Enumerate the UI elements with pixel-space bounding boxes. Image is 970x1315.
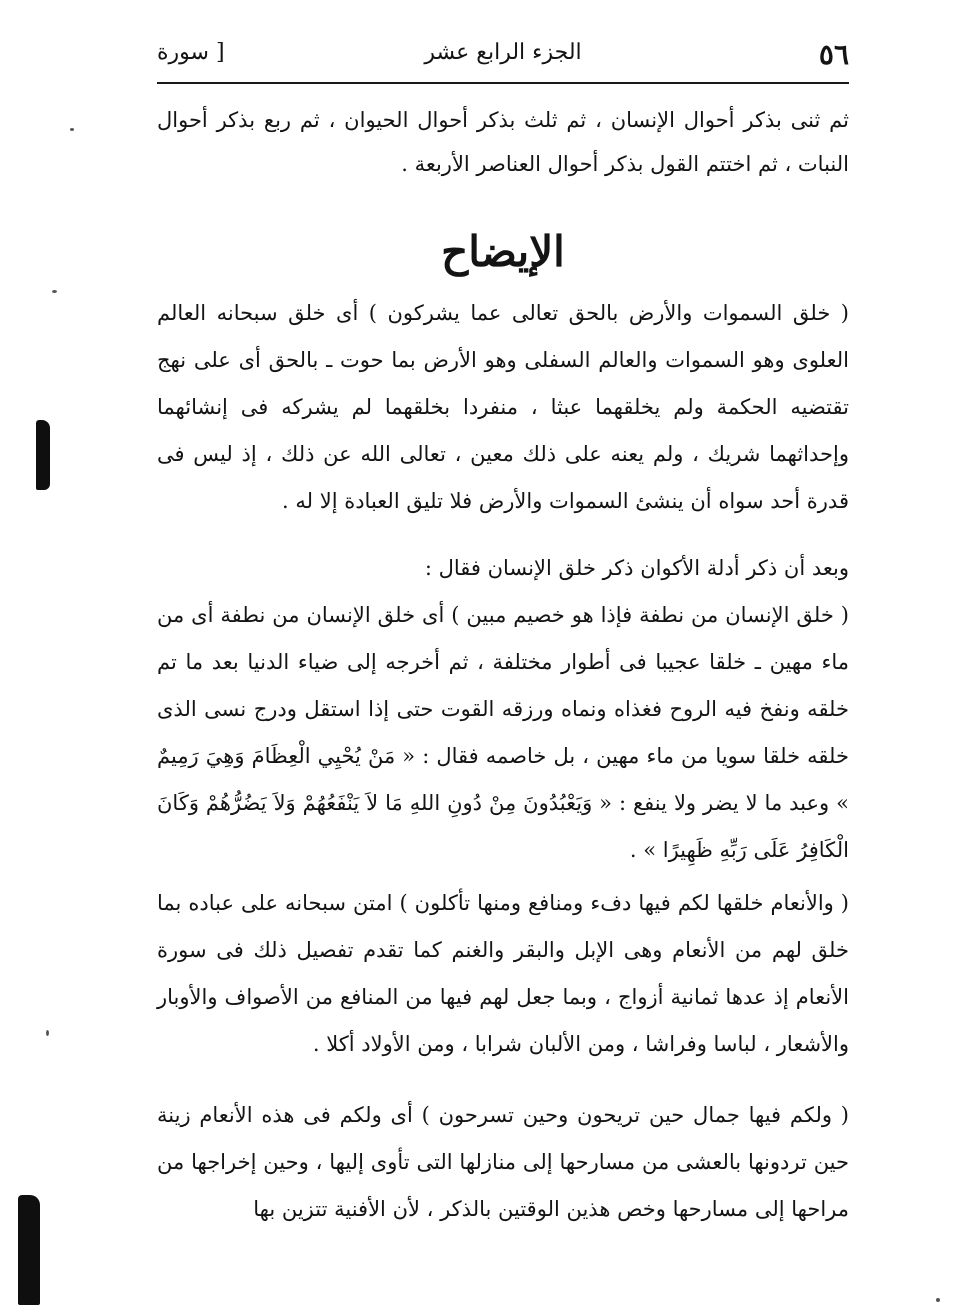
scan-edge-mark (18, 1195, 40, 1305)
page-number: ٥٦ (818, 38, 849, 71)
paragraph: وبعد أن ذكر أدلة الأكوان ذكر خلق الإنسان فقال : (424, 556, 849, 580)
scan-speck (46, 1030, 49, 1036)
scan-speck (52, 290, 57, 293)
header-rule (157, 82, 849, 84)
section-title: الإيضاح (441, 227, 565, 276)
scan-speck (70, 128, 74, 131)
page-header (157, 36, 849, 84)
surah-label: [ سورة (157, 40, 225, 65)
scan-speck (936, 1298, 940, 1302)
running-title: الجزء الرابع عشر (424, 40, 582, 65)
paragraph: ( خلق الإنسان من نطفة فإذا هو خصيم مبين ) أى خلق الإنسان من نطفة أى من ماء مهين ـ خلقا عجيبا فى أطوار مختلفة ، ثم أخرجه إلى ضياء الدنيا بعد ما تم خلقه ونفخ فيه الروح فغذاه ونماه ورزقه القوت حتى إذا استقل ودرج نسى الذى خلقه خلقا سويا من ماء مهين ، بل خاصمه فقال : « مَنْ يُحْيِي الْعِظَامَ وَهِيَ رَمِيمٌ » وعبد ما لا يضر ولا ينفع : « وَيَعْبُدُونَ مِنْ دُونِ اللهِ مَا لاَ يَنْفَعُهُمْ وَلاَ يَضُرُّهُمْ وَكَانَ الْكَافِرُ عَلَى رَبِّهِ ظَهِيرًا » . (157, 603, 849, 862)
intro-paragraph: ثم ثنى بذكر أحوال الإنسان ، ثم ثلث بذكر أحوال الحيوان ، ثم ربع بذكر أحوال النبات ، ثم اختتم القول بذكر أحوال العناصر الأربعة . (157, 108, 849, 176)
paragraph: ( ولكم فيها جمال حين تريحون وحين تسرحون ) أى ولكم فى هذه الأنعام زينة حين تردونها بالعشى من مسارحها إلى منازلها التى تأوى إليها ، وحين إخراجها من مراحها إلى مسارحها وخص هذين الوقتين بالذكر ، لأن الأفنية تتزين بها (157, 1103, 849, 1221)
paragraph: ( خلق السموات والأرض بالحق تعالى عما يشركون ) أى خلق سبحانه العالم العلوى وهو السموات والعالم السفلى وهو الأرض بما حوت ـ بالحق أى على نهج تقتضيه الحكمة ولم يخلقهما عبثا ، منفردا بخلقهما لم يشركه فى إنشائهما وإحداثهما شريك ، ولم يعنه على ذلك معين ، تعالى الله عن ذلك ، إذ ليس فى قدرة أحد سواه أن ينشئ السموات والأرض فلا تليق العبادة إلا له . (157, 301, 849, 513)
scan-edge-mark (36, 420, 50, 490)
paragraph: ( والأنعام خلقها لكم فيها دفء ومنافع ومنها تأكلون ) امتن سبحانه على عباده بما خلق لهم من الأنعام وهى الإبل والبقر والغنم كما تقدم تفصيل ذلك فى سورة الأنعام إذ عدها ثمانية أزواج ، وبما جعل لهم فيها من المنافع من الأصواف والأوبار والأشعار ، لباسا وفراشا ، ومن الألبان شرابا ، ومن الأولاد أكلا . (157, 891, 849, 1056)
